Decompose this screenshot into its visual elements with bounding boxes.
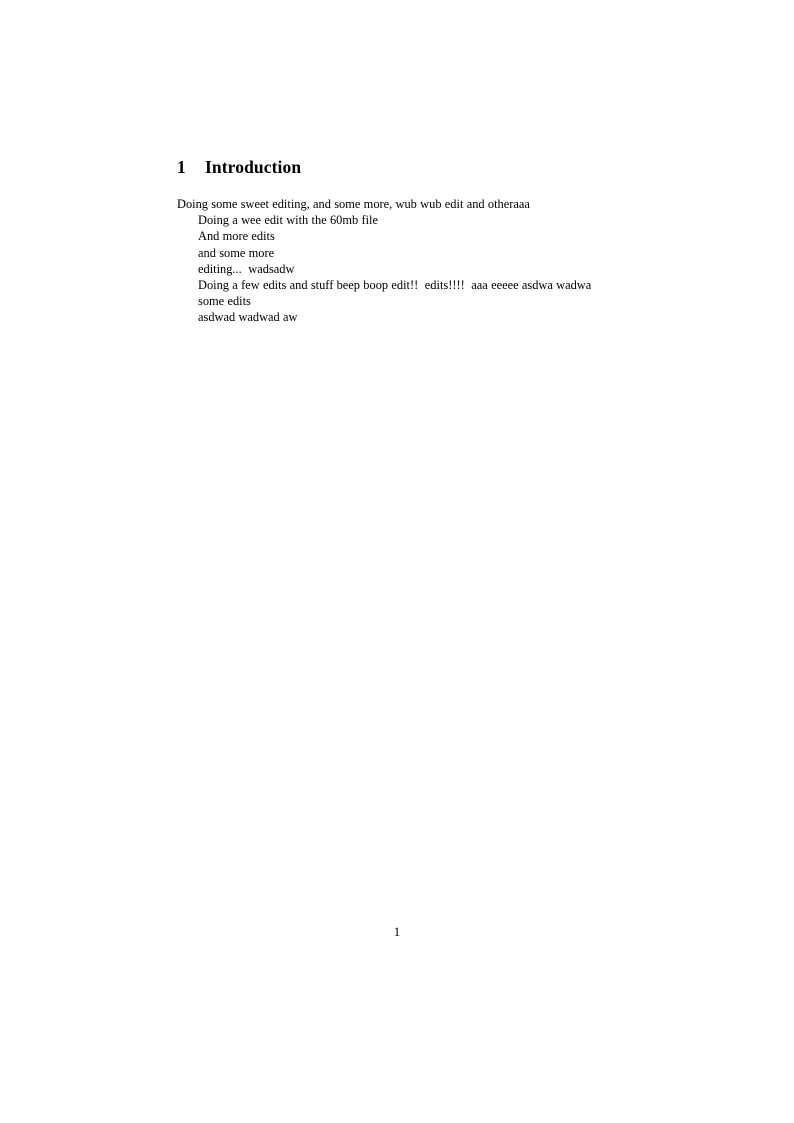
page-number: 1 <box>393 925 401 939</box>
paragraph-line: Doing a few edits and stuff beep boop edit!! edits!!!! aaa eeeee asdwa wadwa <box>198 277 592 292</box>
paragraph-line: Doing a wee edit with the 60mb file <box>198 213 378 228</box>
paragraph-line: Doing some sweet editing, and some more, wub wub edit and otheraaa <box>177 197 530 212</box>
paragraph-line: and some more <box>198 245 275 260</box>
page-content <box>177 158 637 325</box>
paragraph-line: some edits <box>198 293 251 308</box>
paragraph-line: editing... wadsadw <box>198 261 295 276</box>
section-heading <box>177 158 637 177</box>
section-title: Introduction <box>205 157 302 177</box>
paragraph-line: And more edits <box>198 229 275 244</box>
paragraph-line: asdwad wadwad aw <box>198 309 298 324</box>
section-number: 1 <box>177 157 186 177</box>
body-paragraph <box>177 196 637 325</box>
